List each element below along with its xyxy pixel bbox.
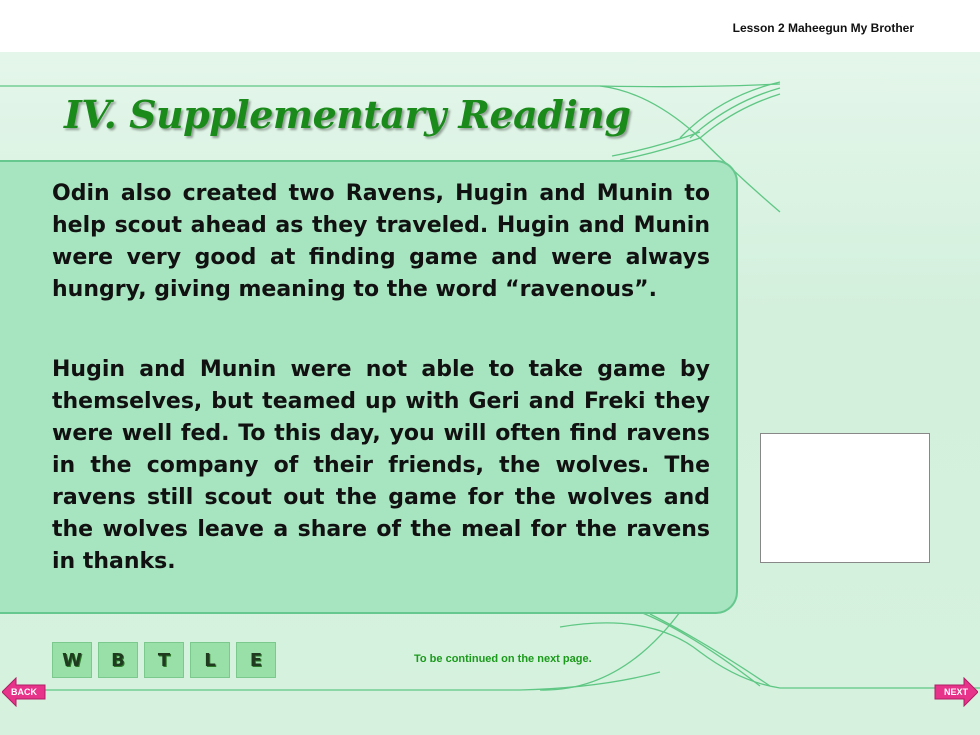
l-letter-icon: L bbox=[204, 649, 216, 671]
image-placeholder bbox=[760, 433, 930, 563]
nav-button-e[interactable] bbox=[236, 642, 276, 678]
continued-note: To be continued on the next page. bbox=[414, 653, 592, 665]
w-letter-icon: W bbox=[62, 649, 82, 671]
t-letter-icon: T bbox=[157, 649, 171, 671]
lesson-title: Lesson 2 Maheegun My Brother bbox=[732, 21, 914, 35]
nav-button-t[interactable] bbox=[144, 642, 184, 678]
nav-button-w[interactable] bbox=[52, 642, 92, 678]
slide-title: IV. Supplementary Reading bbox=[64, 92, 631, 137]
nav-button-b[interactable] bbox=[98, 642, 138, 678]
reading-paragraph-1: Odin also created two Ravens, Hugin and Munin to help scout ahead as they traveled. Hugin and Munin were very good at finding game and were always hungry, giving meaning to the word “ravenous”. bbox=[52, 181, 710, 302]
e-letter-icon: E bbox=[249, 649, 263, 671]
back-button[interactable] bbox=[2, 677, 46, 707]
back-label: BACK bbox=[11, 687, 37, 697]
next-label: NEXT bbox=[943, 687, 968, 697]
b-letter-icon: B bbox=[111, 649, 125, 671]
next-button[interactable] bbox=[934, 677, 978, 707]
nav-button-bar bbox=[52, 642, 276, 678]
reading-paragraph-2: Hugin and Munin were not able to take game by themselves, but teamed up with Geri and Freki they were well fed. To this day, you will often find ravens in the company of their friends, the wolves. The ravens still scout out the game for the wolves and the wolves leave a share of the meal for the ravens in thanks. bbox=[52, 357, 710, 574]
nav-button-l[interactable] bbox=[190, 642, 230, 678]
